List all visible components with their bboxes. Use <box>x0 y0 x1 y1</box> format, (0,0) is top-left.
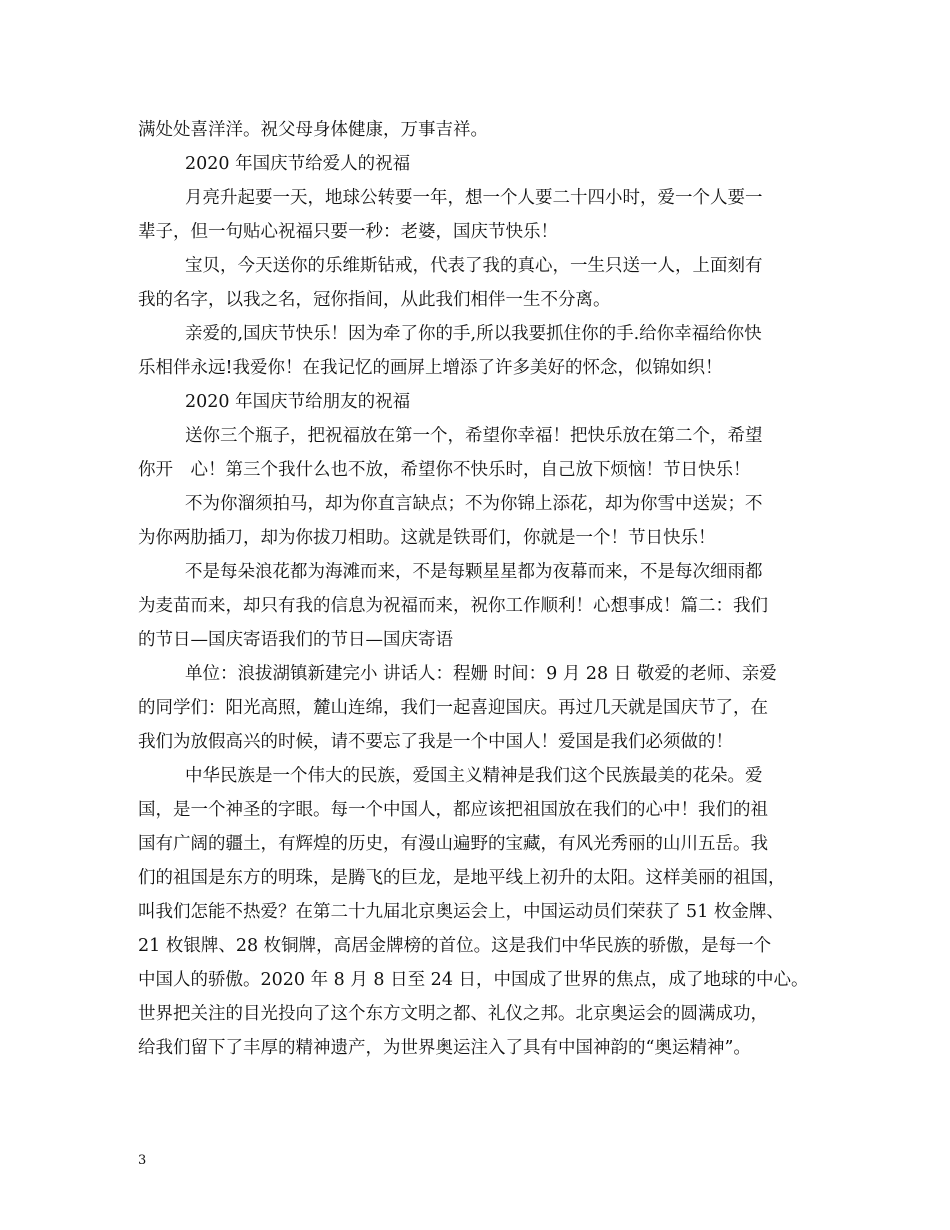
text-line: 国有广阔的疆土，有辉煌的历史，有漫山遍野的宝藏，有风光秀丽的山川五岳。我 <box>138 834 768 854</box>
text-line: 单位：浪拔湖镇新建完小 讲话人：程姗 时间：9 月 28 日 敬爱的老师、亲爱 <box>185 664 777 684</box>
section-heading: 2020 年国庆节给朋友的祝福 <box>185 392 411 412</box>
text-line: 月亮升起要一天，地球公转要一年，想一个人要二十四小时，爱一个人要一 <box>185 188 763 208</box>
text-line: 亲爱的,国庆节快乐！因为牵了你的手,所以我要抓住你的手.给你幸福给你快 <box>185 324 762 344</box>
page-number: 3 <box>138 1153 147 1168</box>
text-line: 中华民族是一个伟大的民族，爱国主义精神是我们这个民族最美的花朵。爱 <box>185 766 763 786</box>
text-line: 给我们留下了丰厚的精神遗产，为世界奥运注入了具有中国神韵的“奥运精神”。 <box>138 1038 751 1058</box>
text-line: 满处处喜洋洋。祝父母身体健康，万事吉祥。 <box>138 120 488 140</box>
text-line: 我们为放假高兴的时候，请不要忘了我是一个中国人！爱国是我们必须做的！ <box>138 732 733 752</box>
text-line: 不为你溜须拍马，却为你直言缺点；不为你锦上添花，却为你雪中送炭；不 <box>185 494 763 514</box>
text-line: 们的祖国是东方的明珠，是腾飞的巨龙，是地平线上初升的太阳。这样美丽的祖国， <box>138 868 786 888</box>
text-line: 为麦苗而来，却只有我的信息为祝福而来，祝你工作顺利！心想事成！篇二：我们 <box>138 596 768 616</box>
text-line: 送你三个瓶子，把祝福放在第一个，希望你幸福！把快乐放在第二个，希望 <box>185 426 763 446</box>
text-line: 21 枚银牌、28 枚铜牌，高居金牌榜的首位。这是我们中华民族的骄傲，是每一个 <box>138 936 772 956</box>
text-line: 的同学们：阳光高照，麓山连绵，我们一起喜迎国庆。再过几天就是国庆节了，在 <box>138 698 768 718</box>
text-line: 乐相伴永远!我爱你！在我记忆的画屏上增添了许多美好的怀念，似锦如织！ <box>138 358 723 378</box>
text-line: 世界把关注的目光投向了这个东方文明之都、礼仪之邦。北京奥运会的圆满成功， <box>138 1004 768 1024</box>
text-line: 国，是一个神圣的字眼。每一个中国人，都应该把祖国放在我们的心中！我们的祖 <box>138 800 768 820</box>
text-line: 我的名字，以我之名，冠你指间，从此我们相伴一生不分离。 <box>138 290 611 310</box>
text-line: 的节日—国庆寄语我们的节日—国庆寄语 <box>138 630 453 650</box>
section-heading: 2020 年国庆节给爱人的祝福 <box>185 154 411 174</box>
text-line: 为你两肋插刀，却为你拔刀相助。这就是铁哥们，你就是一个！节日快乐！ <box>138 528 716 548</box>
text-line: 你开 心！第三个我什么也不放，希望你不快乐时，自己放下烦恼！节日快乐！ <box>138 460 751 480</box>
text-line: 中国人的骄傲。2020 年 8 月 8 日至 24 日，中国成了世界的焦点，成了地球的中心。 <box>138 970 809 990</box>
text-line: 不是每朵浪花都为海滩而来，不是每颗星星都为夜幕而来，不是每次细雨都 <box>185 562 763 582</box>
text-line: 宝贝，今天送你的乐维斯钻戒，代表了我的真心，一生只送一人，上面刻有 <box>185 256 763 276</box>
text-line: 辈子，但一句贴心祝福只要一秒：老婆，国庆节快乐！ <box>138 222 558 242</box>
text-line: 叫我们怎能不热爱？在第二十九届北京奥运会上，中国运动员们荣获了 51 枚金牌、 <box>138 902 784 922</box>
